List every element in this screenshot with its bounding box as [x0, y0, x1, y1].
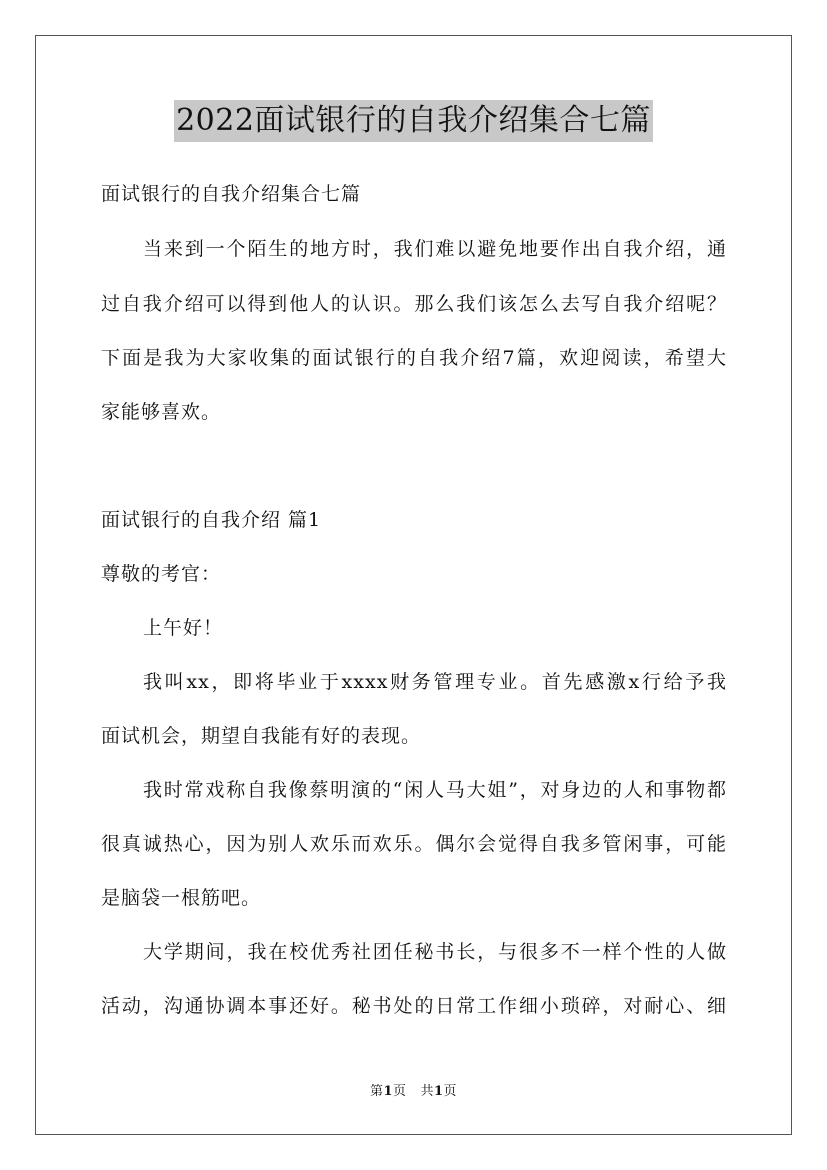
- paragraph-line: 是脑袋一根筋吧。: [101, 887, 262, 909]
- section-heading: 面试银行的自我介绍 篇1: [101, 509, 322, 531]
- intro-line: 下面是我为大家收集的面试银行的自我介绍7篇，欢迎阅读，希望大: [101, 347, 727, 369]
- intro-line: 当来到一个陌生的地方时，我们难以避免地要作出自我介绍，通: [143, 238, 727, 260]
- document-title: 2022面试银行的自我介绍集合七篇: [174, 100, 653, 142]
- footer-page-prefix: 第: [369, 1084, 384, 1099]
- footer-page-mid: 页 共: [393, 1084, 434, 1099]
- document-subtitle: 面试银行的自我介绍集合七篇: [101, 183, 362, 205]
- footer-page-suffix: 页: [443, 1084, 458, 1099]
- paragraph-line: 大学期间，我在校优秀社团任秘书长，与很多不一样个性的人做: [143, 941, 727, 963]
- title-container: [0, 100, 827, 142]
- paragraph-line: 面试机会，期望自我能有好的表现。: [101, 725, 422, 747]
- paragraph-line: 我时常戏称自我像蔡明演的“闲人马大姐”，对身边的人和事物都: [143, 779, 727, 801]
- footer-page-total: 1: [433, 1084, 444, 1099]
- paragraph-line: 我叫xx，即将毕业于xxxx财务管理专业。首先感激x行给予我: [143, 671, 727, 693]
- intro-line: 过自我介绍可以得到他人的认识。那么我们该怎么去写自我介绍呢？: [101, 293, 727, 315]
- page-footer: [0, 1084, 827, 1100]
- paragraph-line: 很真诚热心，因为别人欢乐而欢乐。偶尔会觉得自我多管闲事，可能: [101, 833, 727, 855]
- intro-line: 家能够喜欢。: [101, 401, 222, 423]
- salutation: 尊敬的考官：: [101, 563, 222, 585]
- footer-page-number: 1: [383, 1084, 394, 1099]
- paragraph-line: 活动，沟通协调本事还好。秘书处的日常工作细小琐碎，对耐心、细: [101, 995, 727, 1017]
- greeting: 上午好！: [143, 617, 224, 639]
